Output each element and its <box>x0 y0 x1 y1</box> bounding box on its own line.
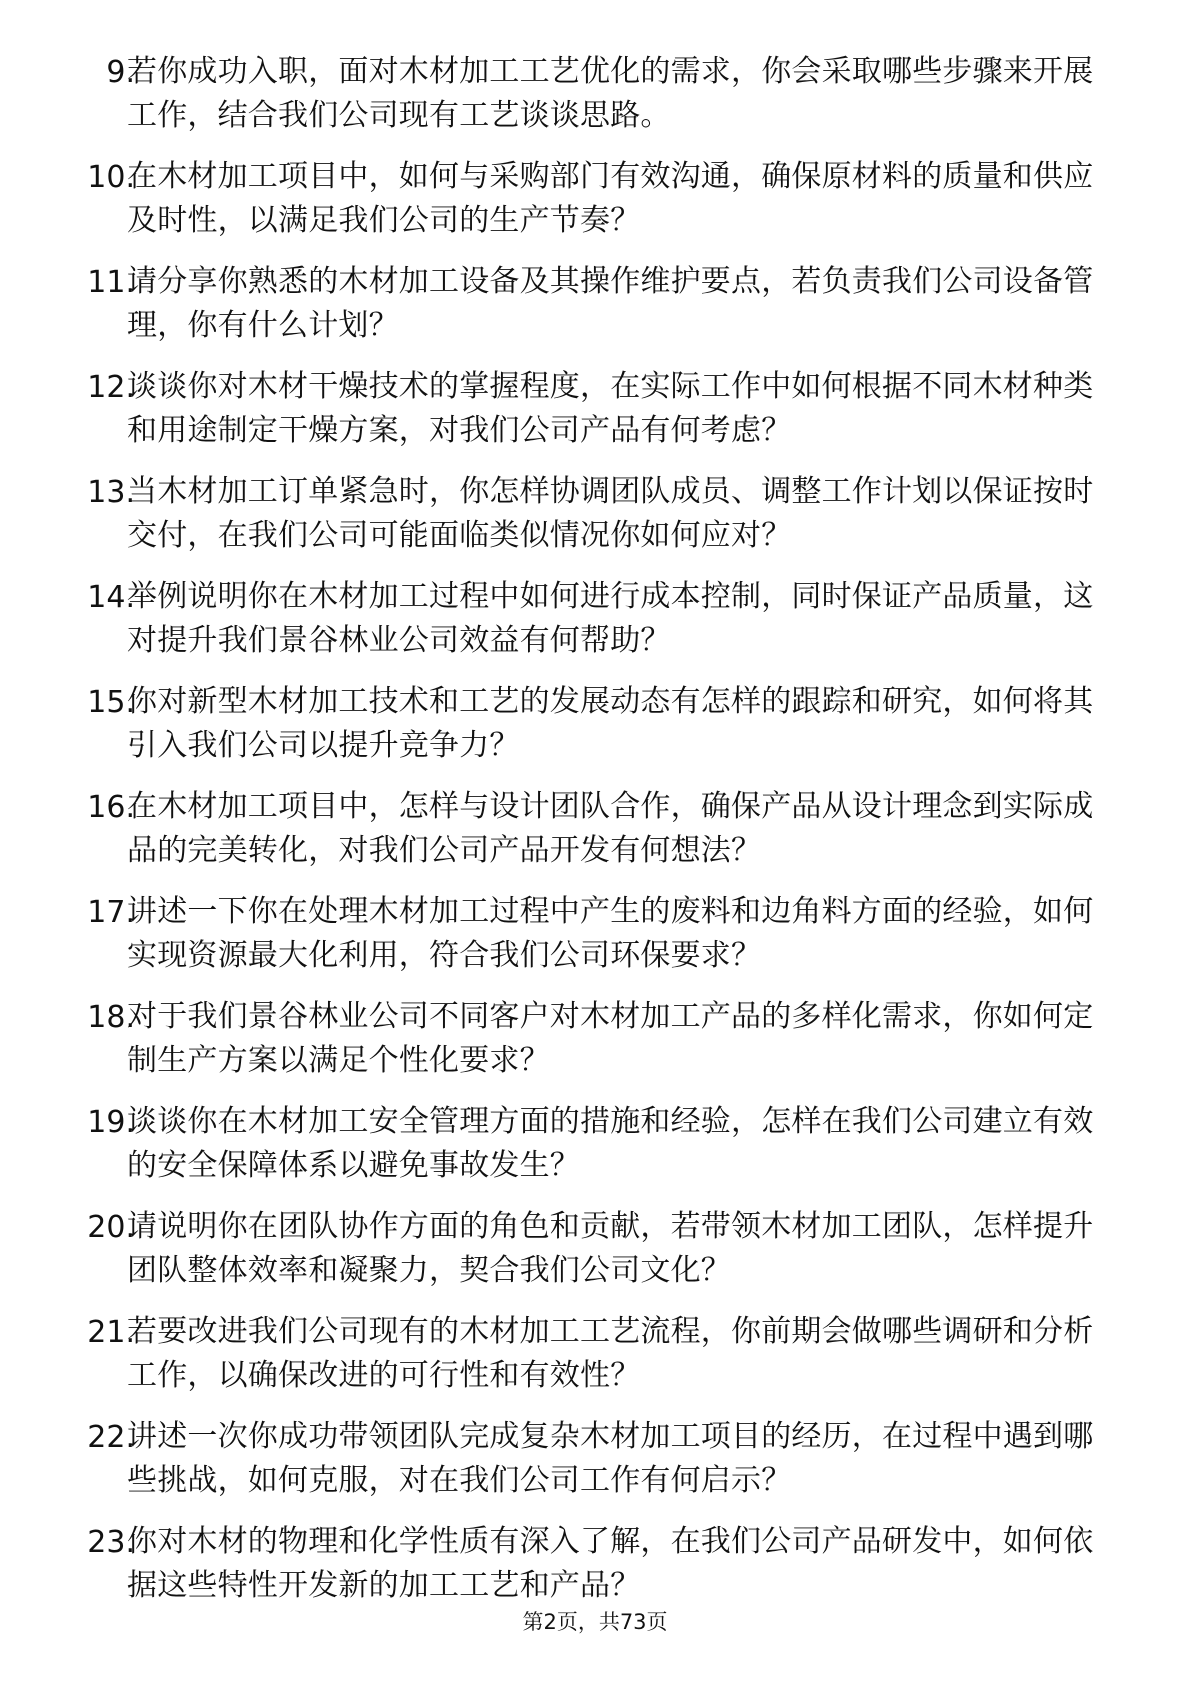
page-footer <box>0 1608 1190 1636</box>
question-text: 讲述一次你成功带领团队完成复杂木材加工项目的经历，在过程中遇到哪些挑战，如何克服，对在我们公司工作有何启示？ <box>127 1419 1094 1498</box>
question-item <box>0 1205 1190 1310</box>
question-item <box>0 1310 1190 1415</box>
question-number: 12. <box>87 370 135 405</box>
question-number: 21. <box>87 1315 135 1350</box>
question-list <box>0 50 1190 1625</box>
question-text: 若你成功入职，面对木材加工工艺优化的需求，你会采取哪些步骤来开展工作，结合我们公司现有工艺谈谈思路。 <box>127 54 1094 133</box>
question-item <box>0 260 1190 365</box>
question-number: 16. <box>87 790 135 825</box>
question-text: 若要改进我们公司现有的木材加工工艺流程，你前期会做哪些调研和分析工作，以确保改进的可行性和有效性？ <box>127 1314 1094 1393</box>
question-number: 19. <box>87 1105 135 1140</box>
question-text: 请分享你熟悉的木材加工设备及其操作维护要点，若负责我们公司设备管理，你有什么计划？ <box>127 264 1094 343</box>
question-number: 17. <box>87 895 135 930</box>
question-number: 15. <box>87 685 135 720</box>
question-text: 当木材加工订单紧急时，你怎样协调团队成员、调整工作计划以保证按时交付，在我们公司可能面临类似情况你如何应对？ <box>127 474 1094 553</box>
question-number: 18. <box>87 1000 135 1035</box>
question-number: 23. <box>87 1525 135 1560</box>
question-number: 11. <box>87 265 135 300</box>
question-item <box>0 470 1190 575</box>
question-number: 10. <box>87 160 135 195</box>
question-text: 你对木材的物理和化学性质有深入了解，在我们公司产品研发中，如何依据这些特性开发新的加工工艺和产品？ <box>127 1524 1094 1603</box>
question-item <box>0 50 1190 155</box>
question-item <box>0 785 1190 890</box>
question-number: 22. <box>87 1420 135 1455</box>
page-number-label: 第2页，共73页 <box>522 1610 668 1634</box>
question-text: 对于我们景谷林业公司不同客户对木材加工产品的多样化需求，你如何定制生产方案以满足个性化要求？ <box>127 999 1094 1078</box>
question-text: 举例说明你在木材加工过程中如何进行成本控制，同时保证产品质量，这对提升我们景谷林业公司效益有何帮助？ <box>127 579 1094 658</box>
question-text: 在木材加工项目中，如何与采购部门有效沟通，确保原材料的质量和供应及时性，以满足我们公司的生产节奏？ <box>127 159 1094 238</box>
question-number: 9. <box>106 55 135 90</box>
question-text: 请说明你在团队协作方面的角色和贡献，若带领木材加工团队，怎样提升团队整体效率和凝聚力，契合我们公司文化？ <box>127 1209 1094 1288</box>
question-text: 谈谈你对木材干燥技术的掌握程度，在实际工作中如何根据不同木材种类和用途制定干燥方案，对我们公司产品有何考虑？ <box>127 369 1094 448</box>
question-item <box>0 995 1190 1100</box>
question-number: 14. <box>87 580 135 615</box>
question-item <box>0 155 1190 260</box>
question-text: 在木材加工项目中，怎样与设计团队合作，确保产品从设计理念到实际成品的完美转化，对我们公司产品开发有何想法？ <box>127 789 1094 868</box>
question-text: 谈谈你在木材加工安全管理方面的措施和经验，怎样在我们公司建立有效的安全保障体系以避免事故发生？ <box>127 1104 1094 1183</box>
question-item <box>0 890 1190 995</box>
question-item <box>0 365 1190 470</box>
question-number: 20. <box>87 1210 135 1245</box>
question-text: 你对新型木材加工技术和工艺的发展动态有怎样的跟踪和研究，如何将其引入我们公司以提升竞争力？ <box>127 684 1094 763</box>
question-item <box>0 680 1190 785</box>
question-item <box>0 575 1190 680</box>
question-item <box>0 1415 1190 1520</box>
question-text: 讲述一下你在处理木材加工过程中产生的废料和边角料方面的经验，如何实现资源最大化利用，符合我们公司环保要求？ <box>127 894 1094 973</box>
question-item <box>0 1100 1190 1205</box>
question-number: 13. <box>87 475 135 510</box>
